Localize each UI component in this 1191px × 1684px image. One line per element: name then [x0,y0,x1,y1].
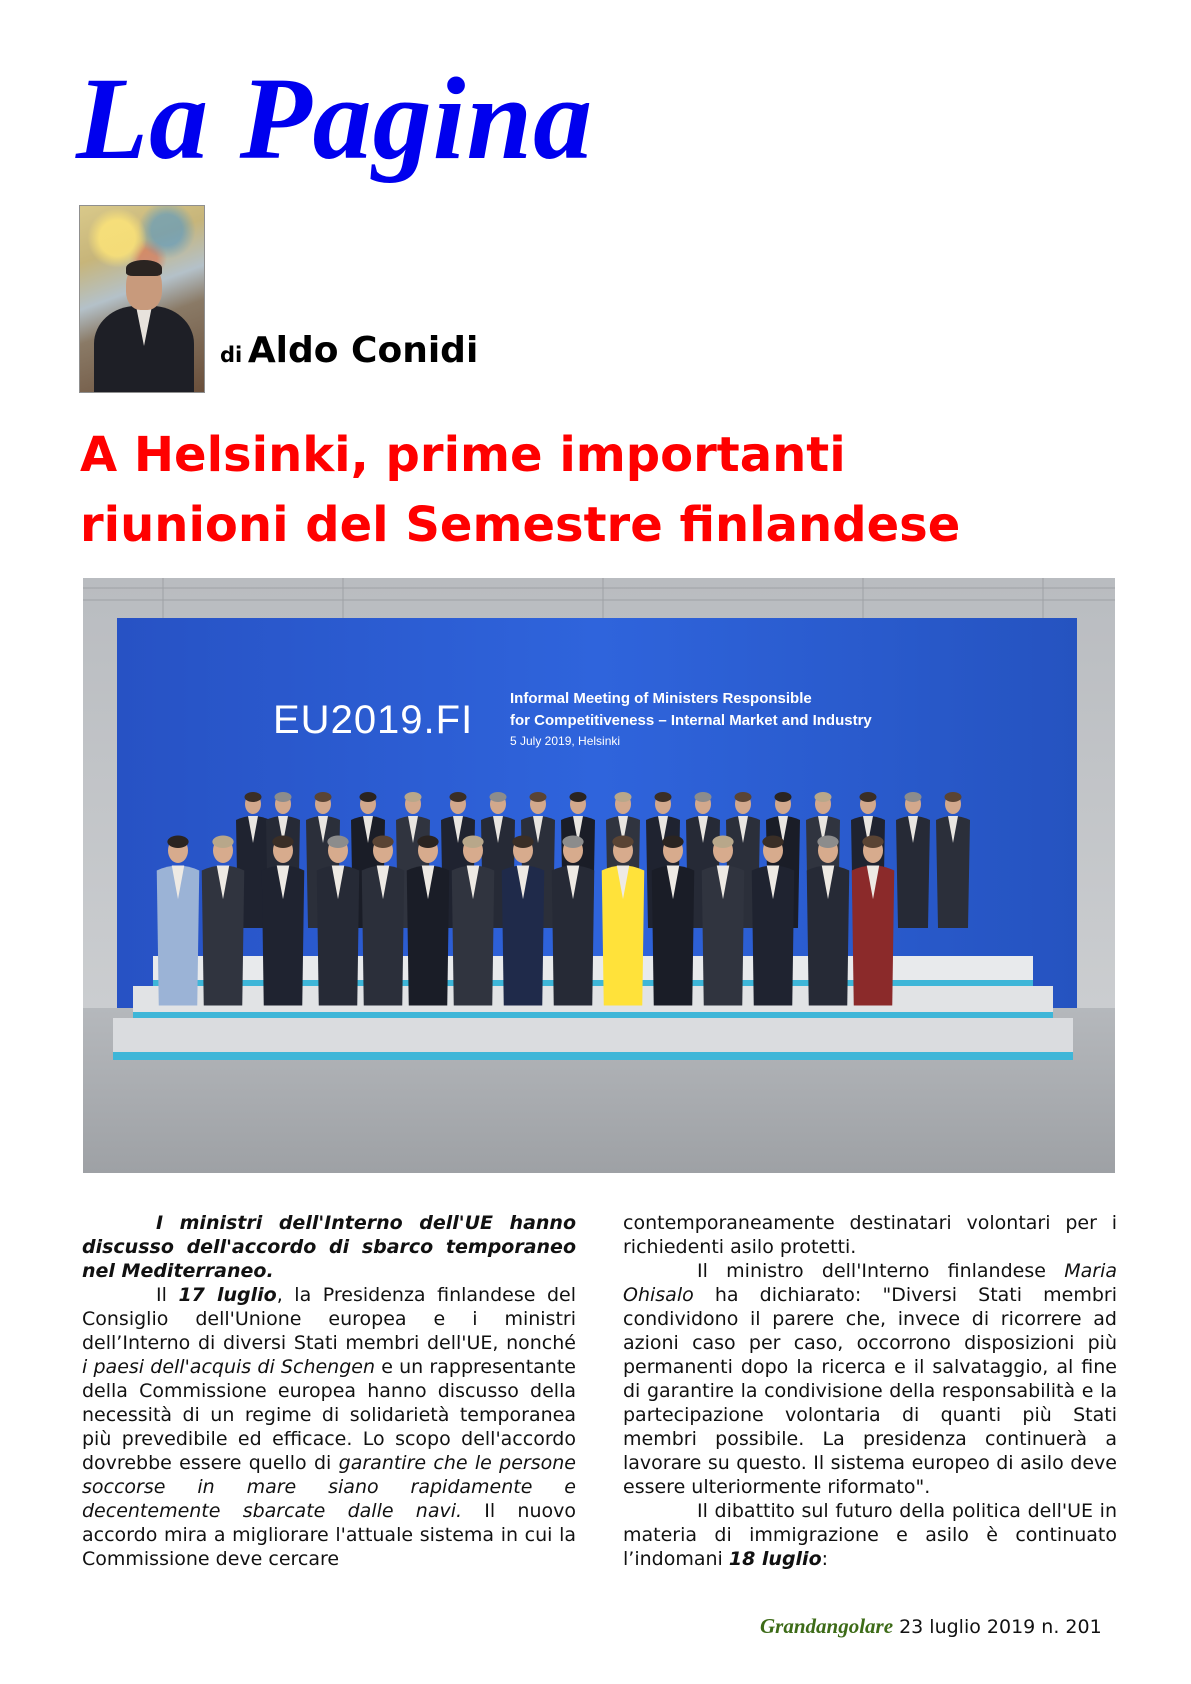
headline-line-1: A Helsinki, prime importanti [80,427,846,483]
group-photo [83,578,1115,1173]
byline [220,330,478,371]
article-lead: I ministri dell'Interno dell'UE hanno discusso dell'accordo di sbarco temporaneo nel Mediterraneo. [82,1212,576,1282]
article-paragraph-3: Il dibattito sul futuro della politica dell'UE in materia di immigrazione e asilo è continuato l’indomani 18 luglio: [623,1500,1117,1570]
masthead: La Pagina [76,53,594,184]
headline-line-2: riunioni del Semestre finlandese [80,497,961,553]
byline-prefix: di [220,343,243,367]
article-headline [80,420,1120,560]
banner-line-2: for Competitiveness – Internal Market and Industry [510,712,872,729]
author-name: Aldo Conidi [247,330,479,371]
banner-logo: EU2019.FI [273,698,474,742]
banner-line-1: Informal Meeting of Ministers Responsible [510,690,812,707]
author-photo [79,205,205,393]
article-paragraph-1-continued: contemporaneamente destinatari volontari per i richiedenti asilo protetti. [623,1212,1117,1258]
page-footer [760,1614,1102,1639]
newspaper-name: Grandangolare [760,1614,894,1638]
banner-line-3: 5 July 2019, Helsinki [510,734,621,748]
article-column-right [623,1211,1117,1571]
article-column-left [82,1211,576,1571]
article-paragraph-1: Il 17 luglio, la Presidenza finlandese del Consiglio dell'Unione europea e i ministri dell’Interno di diversi Stati membri dell'UE, nonché i paesi dell'acquis di Schengen e un rappresentante della Commissione europea hanno discusso della necessità di un regime di solidarietà temporanea più prevedibile ed efficace. Lo scopo dell'accordo dovrebbe essere quello di garantire che le persone soccorse in mare siano rapidamente e decentemente sbarcate dalle navi. Il nuovo accordo mira a migliorare l'attuale sistema in cui la Commissione deve cercare [82,1284,577,1570]
issue-info: 23 luglio 2019 n. 201 [893,1616,1102,1638]
article-paragraph-2: Il ministro dell'Interno finlandese Maria Ohisalo ha dichiarato: "Diversi Stati membri condividono il parere che, invece di ricorrere ad azioni caso per caso, occorrono disposizioni più permanenti dopo la ricerca e il salvataggio, al fine di garantire la condivisione della responsabilità e la partecipazione volontaria di quanti più Stati membri possibile. La presidenza continuerà a lavorare su questo. Il sistema europeo di asilo deve essere ulteriormente riformato". [623,1260,1117,1498]
